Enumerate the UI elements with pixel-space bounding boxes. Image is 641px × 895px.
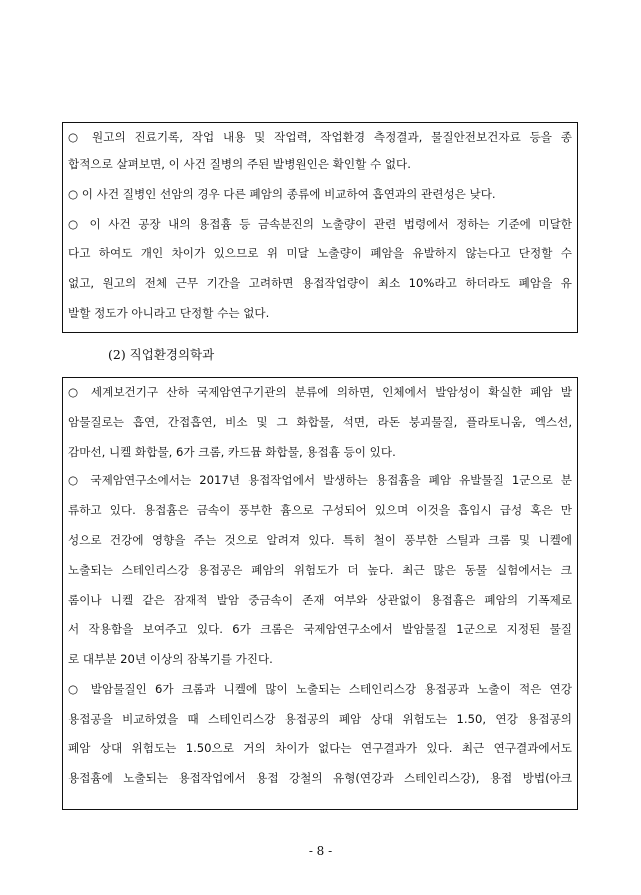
text-line: ○ 세계보건기구 산하 국제암연구기관의 분류에 의하면, 인체에서 발암성이 확실한 폐암 발: [68, 385, 572, 399]
text-line: 다고 하여도 개인 차이가 있으므로 위 미달 노출량이 폐암을 유발하지 않는다고 단정할 수: [68, 246, 572, 260]
text-line: 로 대부분 20년 이상의 잠복기를 가진다.: [68, 652, 273, 666]
text-line: ○ 원고의 진료기록, 작업 내용 및 작업력, 작업환경 측정결과, 물질안전보건자료 등을 종: [68, 130, 572, 144]
opinion-box-1: [62, 122, 578, 333]
text-line: ○ 발암물질인 6가 크롬과 니켈에 많이 노출되는 스테인리스강 용접공과 노출이 적은 연강: [68, 682, 572, 696]
text-line: ○ 이 사건 질병인 선암의 경우 다른 폐암의 종류에 비교하여 흡연과의 관련성은 낮다.: [68, 187, 496, 201]
text-line: 롬이나 니켈 같은 잠재적 발암 중금속이 존재 여부와 상관없이 용접흄은 폐암의 기폭제로: [68, 593, 572, 607]
section-heading: (2) 직업환경의학과: [108, 347, 215, 362]
text-line: 노출되는 스테인리스강 용접공은 폐암의 위험도가 더 높다. 최근 많은 동물 실험에서는 크: [68, 563, 572, 577]
text-line: 없고, 원고의 전체 근무 기간을 고려하면 용접작업량이 최소 10%라고 하더라도 폐암을 유: [68, 276, 572, 290]
text-line: 성으로 건강에 영향을 주는 것으로 알려져 있다. 특히 철이 풍부한 스틸과 크롬 및 니켈에: [68, 533, 572, 547]
text-line: ○ 국제암연구소에서는 2017년 용접작업에서 발생하는 용접흄을 폐암 유발물질 1군으로 분: [68, 473, 572, 487]
text-line: 암물질로는 흡연, 간접흡연, 비소 및 그 화합물, 석면, 라돈 붕괴물질, 플라토니움, 엑스선,: [68, 415, 572, 429]
text-line: 용접흄에 노출되는 용접작업에서 용접 강철의 유형(연강과 스테인리스강), 용접 방법(아크: [68, 771, 572, 785]
text-line: 감마선, 니켈 화합물, 6가 크롬, 카드뮴 화합물, 용접흄 등이 있다.: [68, 445, 396, 459]
text-line: 서 작용함을 보여주고 있다. 6가 크롬은 국제암연구소에서 발암물질 1군으로 지정된 물질: [68, 622, 572, 636]
text-line: 용접공을 비교하였을 때 스테인리스강 용접공의 폐암 상대 위험도는 1.50, 연강 용접공의: [68, 712, 572, 726]
text-line: 류하고 있다. 용접흄은 금속이 풍부한 흄으로 구성되어 있으며 이것을 흡입시 급성 혹은 만: [68, 503, 572, 517]
text-line: 폐암 상대 위험도는 1.50으로 거의 차이가 없다는 연구결과가 있다. 최근 연구결과에서도: [68, 741, 572, 755]
text-line: 합적으로 살펴보면, 이 사건 질병의 주된 발병원인은 확인할 수 없다.: [68, 157, 411, 171]
text-line: 발할 정도가 아니라고 단정할 수는 없다.: [68, 306, 270, 320]
opinion-box-2: [62, 377, 578, 810]
text-line: ○ 이 사건 공장 내의 용접흄 등 금속분진의 노출량이 관련 법령에서 정하는 기준에 미달한: [68, 217, 572, 231]
page-number: - 8 -: [308, 844, 333, 858]
